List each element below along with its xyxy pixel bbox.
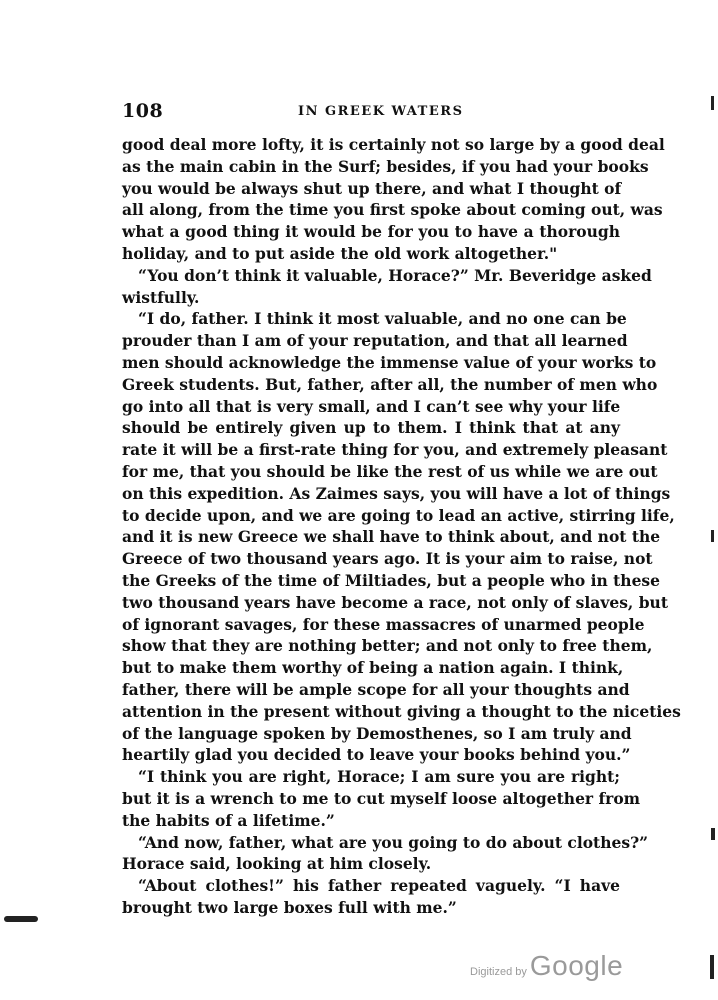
text-line: on this expedition. As Zaimes says, you will have a lot of things [122, 483, 671, 503]
scan-mark [711, 96, 714, 110]
page-number: 108 [122, 100, 164, 122]
text-line: brought two large boxes full with me.” [122, 897, 457, 917]
digitized-by-label: Digitized by [470, 966, 527, 978]
google-logo: Google [529, 950, 624, 981]
text-line: and it is new Greece we shall have to think about, and not the [122, 527, 661, 547]
text-line: rate it will be a first-rate thing for you, and extremely pleasant [122, 440, 668, 460]
text-line: heartily glad you decided to leave your books behind you.” [122, 745, 631, 765]
text-line: holiday, and to put aside the old work altogether." [122, 243, 558, 263]
digitized-by-watermark [470, 950, 623, 982]
text-line: the Greeks of the time of Miltiades, but a people who in these [122, 570, 661, 590]
text-line: Greece of two thousand years ago. It is your aim to raise, not [122, 549, 653, 569]
text-line: for me, that you should be like the rest of us while we are out [122, 461, 658, 481]
text-line: “About clothes!” his father repeated vaguely. “I have [138, 876, 620, 896]
running-header: IN GREEK WATERS [298, 104, 464, 119]
text-line: “I think you are right, Horace; I am sure you are right; [138, 767, 620, 787]
text-line: of the language spoken by Demosthenes, so I am truly and [122, 723, 632, 743]
text-line: attention in the present without giving a thought to the niceties [122, 701, 681, 721]
text-line: but it is a wrench to me to cut myself loose altogether from [122, 788, 641, 808]
scan-mark [711, 530, 714, 542]
text-line: two thousand years have become a race, not only of slaves, but [122, 592, 668, 612]
text-line: Greek students. But, father, after all, the number of men who [122, 374, 658, 394]
text-line: wistfully. [122, 287, 200, 307]
text-line: you would be always shut up there, and what I thought of [122, 178, 622, 198]
text-line: but to make them worthy of being a nation again. I think, [122, 658, 624, 678]
text-line: of ignorant savages, for these massacres of unarmed people [122, 614, 645, 634]
text-line: show that they are nothing better; and not only to free them, [122, 636, 653, 656]
text-line: should be entirely given up to them. I think that at any [122, 418, 620, 438]
scan-mark [4, 916, 38, 922]
text-line: what a good thing it would be for you to have a thorough [122, 222, 620, 242]
text-line: as the main cabin in the Surf; besides, if you had your books [122, 156, 649, 176]
text-line: all along, from the time you first spoke about coming out, was [122, 200, 663, 220]
text-line: prouder than I am of your reputation, and that all learned [122, 331, 628, 351]
text-line: the habits of a lifetime.” [122, 810, 335, 830]
text-line: men should acknowledge the immense value of your works to [122, 352, 657, 372]
text-line: father, there will be ample scope for all your thoughts and [122, 679, 630, 699]
text-line: to decide upon, and we are going to lead an active, stirring life, [122, 505, 675, 525]
text-line: good deal more lofty, it is certainly not so large by a good deal [122, 135, 665, 154]
text-line: Horace said, looking at him closely. [122, 854, 432, 874]
text-line: “You don’t think it valuable, Horace?” Mr. Beveridge asked [138, 265, 652, 285]
text-line: “And now, father, what are you going to do about clothes?” [138, 832, 649, 852]
body-text [122, 134, 681, 919]
scan-mark [710, 955, 714, 979]
text-line: go into all that is very small, and I can’t see why your life [122, 396, 621, 416]
scan-mark [711, 828, 715, 840]
text-line: “I do, father. I think it most valuable, and no one can be [138, 309, 627, 329]
